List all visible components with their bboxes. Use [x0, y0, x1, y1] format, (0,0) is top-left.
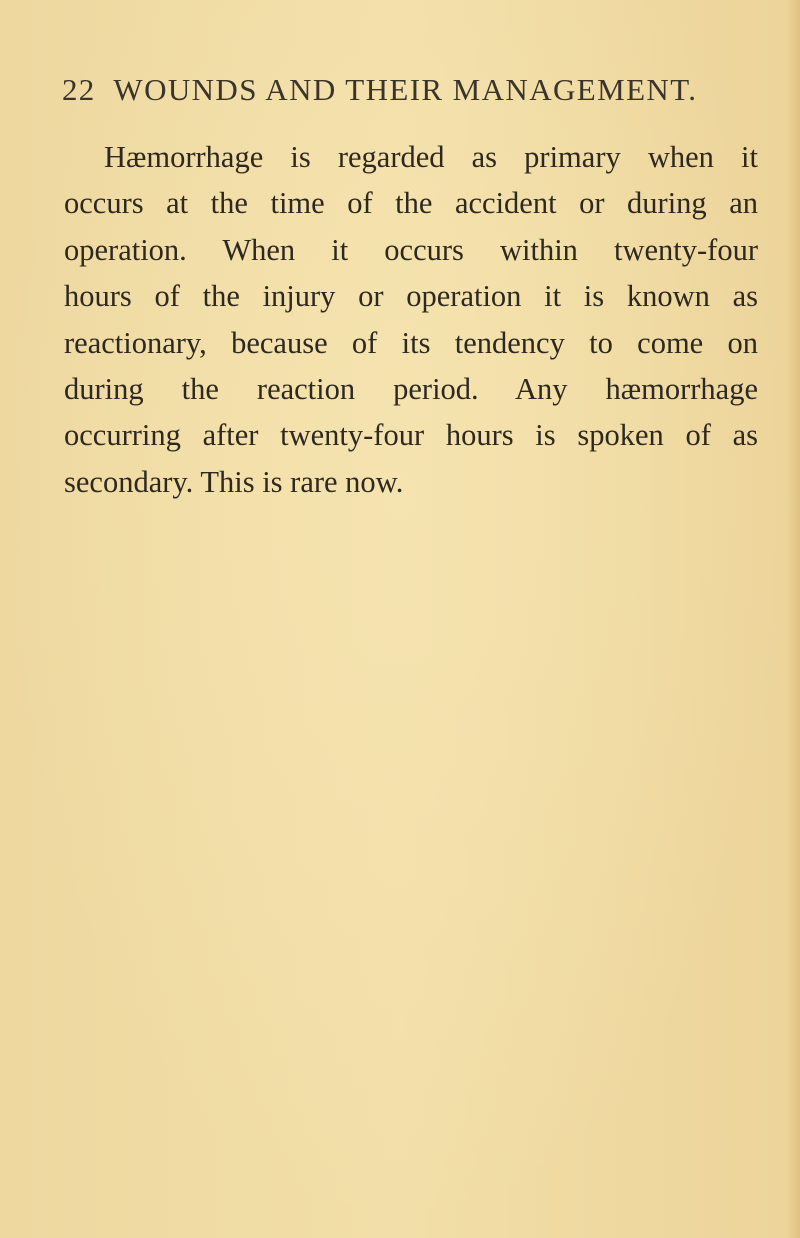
paragraph-line: occurring after twenty-four hours is spoken of as	[64, 418, 758, 453]
paragraph	[64, 134, 758, 505]
paragraph-line: hours of the injury or operation it is known as	[64, 279, 758, 314]
page-number: 22	[62, 72, 96, 107]
page-edge-shadow	[786, 0, 800, 1238]
paragraph-line: occurs at the time of the accident or during an	[64, 186, 758, 221]
paragraph-line: operation. When it occurs within twenty-four	[64, 232, 758, 267]
paragraph-line: secondary. This is rare now.	[64, 464, 404, 499]
paragraph-line: reactionary, because of its tendency to come on	[64, 325, 758, 360]
running-header	[62, 72, 742, 116]
paragraph-line: during the reaction period. Any hæmorrhage	[64, 371, 758, 406]
running-title: WOUNDS AND THEIR MANAGEMENT.	[113, 72, 698, 107]
paragraph-line: Hæmorrhage is regarded as primary when it	[104, 140, 758, 174]
